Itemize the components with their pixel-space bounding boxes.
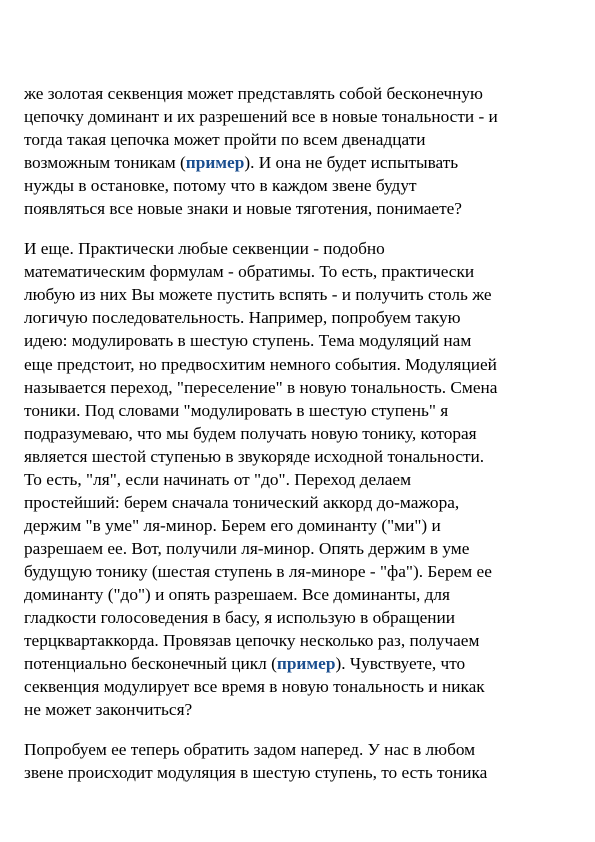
example-link-1[interactable]: пример — [185, 153, 245, 173]
paragraph-1-text-after: ). И она не будет испытывать нужды в остановке, потому что в каждом звене будут появляться все новые знаки и новые тяготения, понимаете? — [24, 153, 462, 219]
paragraph-1 — [24, 82, 555, 220]
paragraph-3-text: Попробуем ее теперь обратить задом наперед. У нас в любом звене происходит модуляция в шестую ступень, то есть тоника — [24, 740, 488, 783]
paragraph-2-text-after: ). Чувствуете, что секвенция модулирует все время в новую тональность и никак не может закончиться? — [24, 654, 485, 720]
paragraph-1-text-before: же золотая секвенция может представлять собой бесконечную цепочку доминант и их разрешений все в новые тональности - и тогда такая цепочка может пройти по всем двенадцати возможным тоникам ( — [24, 84, 498, 173]
paragraph-2-text-before: И еще. Практически любые секвенции - подобно математическим формулам - обратимы. То есть, практически любую из них Вы можете пустить вспять - и получить столь же логичую последовательность. Например, попробуем такую идею: модулировать в шестую ступень. Тема модуляций нам еще предстоит, но предвосхитим немного события. Модуляцией называется переход, "переселение" в новую тональность. Смена тоники. Под словами "модулировать в шестую ступень" я подразумеваю, что мы будем получать новую тонику, которая является шестой ступенью в звукоряде исходной тональности. То есть, "ля", если начинать от "до". Переход делаем простейший: берем сначала тонический аккорд до-мажора, держим "в уме" ля-минор. Берем его доминанту ("ми") и разрешаем ее. Вот, получили ля-минор. Опять держим в уме будущую тонику (шестая ступень в ля-миноре - "фа"). Берем ее доминанту ("до") и опять разрешаем. Все доминанты, для гладкости голосоведения в басу, я использую в обращении терцквартаккорда. Провязав цепочку несколько раз, получаем потенциально бесконечный цикл ( — [24, 239, 498, 674]
paragraph-2 — [24, 237, 555, 721]
example-link-2[interactable]: пример — [276, 654, 336, 674]
paragraph-3 — [24, 738, 555, 784]
